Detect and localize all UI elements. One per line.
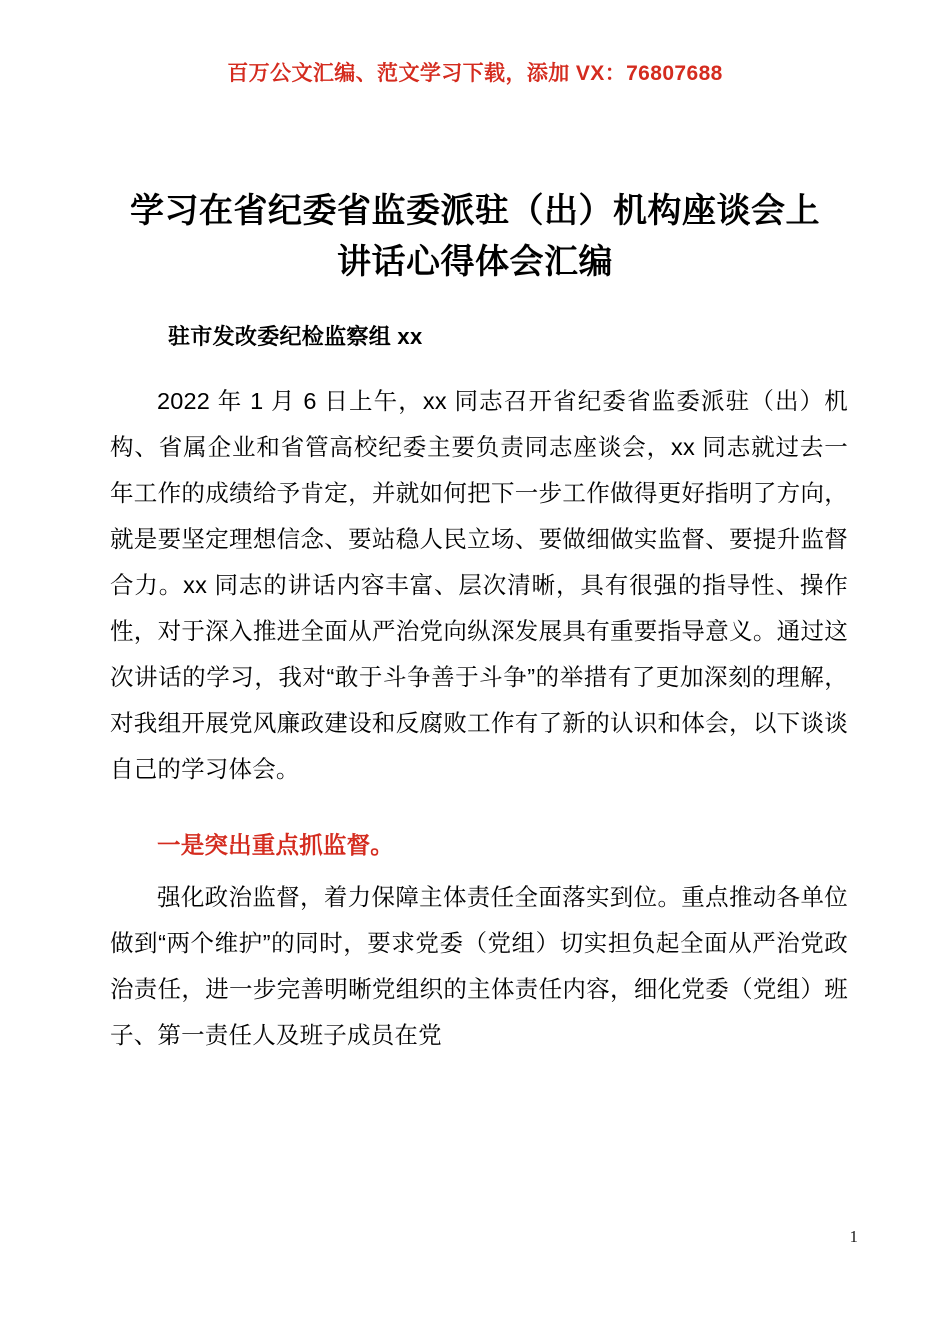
- paragraph-section-one-body: 强化政治监督，着力保障主体责任全面落实到位。重点推动各单位做到“两个维护”的同时，要求党委（党组）切实担负起全面从严治党政治责任，进一步完善明晰党组织的主体责任内容，细化党委（党组）班子、第一责任人及班子成员在党: [110, 884, 848, 1048]
- body-content: [110, 378, 848, 1058]
- page-title: [95, 186, 855, 288]
- page-title-line-1: 学习在省纪委省监委派驻（出）机构座谈会上: [130, 192, 820, 230]
- page-title-line-2: 讲话心得体会汇编: [337, 243, 613, 281]
- page-number: 1: [849, 1227, 858, 1246]
- paragraph-spacer: [110, 792, 848, 806]
- section-heading-one: 一是突出重点抓监督。: [157, 832, 394, 858]
- byline: 驻市发改委纪检监察组 xx: [168, 324, 423, 349]
- promo-banner: 百万公文汇编、范文学习下载，添加 VX：76807688: [227, 62, 723, 85]
- paragraph-intro: 2022 年 1 月 6 日上午，xx 同志召开省纪委省监委派驻（出）机构、省属企业和省管高校纪委主要负责同志座谈会，xx 同志就过去一年工作的成绩给予肯定，并就如何把下一步工作做得更好指明了方向，就是要坚定理想信念、要站稳人民立场、要做细做实监督、要提升监督合力。xx 同志的讲话内容丰富、层次清晰，具有很强的指导性、操作性，对于深入推进全面从严治党向纵深发展具有重要指导意义。通过这次讲话的学习，我对“敢于斗争善于斗争”的举措有了更加深刻的理解，对我组开展党风廉政建设和反腐败工作有了新的认识和体会，以下谈谈自己的学习体会。: [110, 388, 848, 782]
